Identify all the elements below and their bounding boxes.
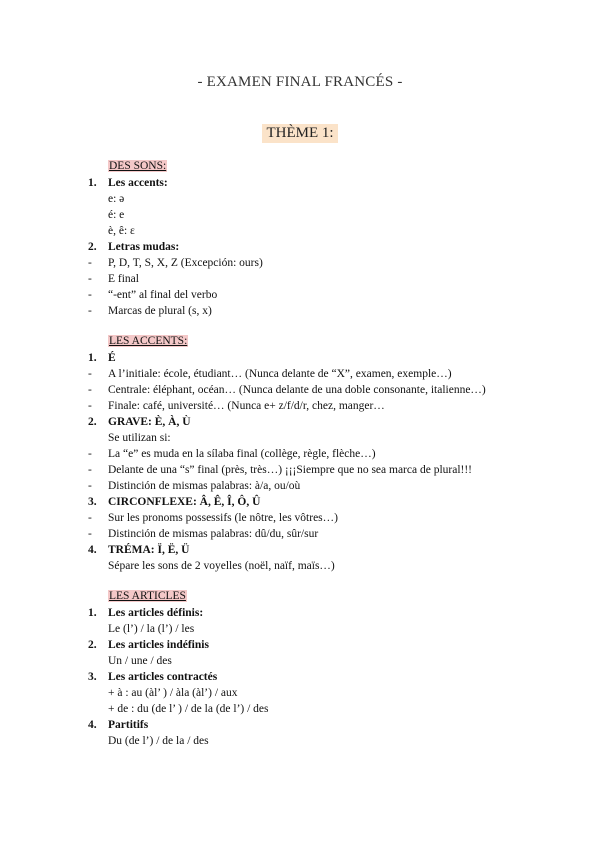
bullet-item <box>88 510 558 526</box>
bullet-item <box>88 366 558 382</box>
item-text: Distinción de mismas palabras: dû/du, sûr/sur <box>108 528 319 540</box>
list-subitem-text: Un / une / des <box>108 655 172 667</box>
list-subitem <box>88 733 558 749</box>
list-subitem <box>88 558 558 574</box>
section-heading <box>108 588 558 605</box>
section-heading-text: LES ARTICLES <box>109 590 186 602</box>
numbered-item <box>88 494 558 510</box>
item-text: CIRCONFLEXE: Â, Ê, Î, Ô, Û <box>108 496 261 508</box>
item-number: 2. <box>88 241 97 253</box>
section-heading <box>108 333 558 350</box>
item-text: E final <box>108 273 139 285</box>
list-subitem <box>88 191 558 207</box>
item-dash: - <box>88 257 92 269</box>
list-subitem <box>88 685 558 701</box>
list-subitem <box>88 223 558 239</box>
theme-heading: THÈME 1: <box>262 124 337 143</box>
item-text: “-ent” al final del verbo <box>108 289 218 301</box>
bullet-item <box>88 382 558 398</box>
list-subitem-text: Le (l’) / la (l’) / les <box>108 623 195 635</box>
item-number: 3. <box>88 671 97 683</box>
numbered-item <box>88 350 558 366</box>
bullet-item <box>88 398 558 414</box>
item-number: 2. <box>88 416 97 428</box>
item-text: Distinción de mismas palabras: à/a, ou/où <box>108 480 301 492</box>
list-subitem <box>88 701 558 717</box>
item-text: Letras mudas: <box>108 241 180 253</box>
bullet-item <box>88 462 558 478</box>
section-heading-text: DES SONS: <box>109 160 167 172</box>
page-title: - EXAMEN FINAL FRANCÉS - <box>197 74 403 90</box>
item-dash: - <box>88 273 92 285</box>
list-subitem <box>88 430 558 446</box>
bullet-item <box>88 478 558 494</box>
item-dash: - <box>88 400 92 412</box>
numbered-item <box>88 239 558 255</box>
list-subitem <box>88 207 558 223</box>
item-number: 2. <box>88 639 97 651</box>
list-subitem <box>88 621 558 637</box>
section-heading-text: LES ACCENTS: <box>109 335 188 347</box>
item-dash: - <box>88 480 92 492</box>
item-dash: - <box>88 289 92 301</box>
item-text: Marcas de plural (s, x) <box>108 305 212 317</box>
item-dash: - <box>88 305 92 317</box>
item-text: TRÉMA: Ï, Ë, Ü <box>108 544 190 556</box>
numbered-item <box>88 669 558 685</box>
item-text: Les articles indéfinis <box>108 639 209 651</box>
item-text: P, D, T, S, X, Z (Excepción: ours) <box>108 257 263 269</box>
list-subitem-text: Sépare les sons de 2 voyelles (noël, naïf, maïs…) <box>108 560 335 572</box>
item-text: Partitifs <box>108 719 149 731</box>
list-subitem-text: e: ə <box>108 193 125 205</box>
item-number: 4. <box>88 719 97 731</box>
section-heading <box>108 158 558 175</box>
notes-content <box>88 158 558 749</box>
item-text: Les accents: <box>108 177 168 189</box>
item-number: 1. <box>88 177 97 189</box>
list-subitem <box>88 653 558 669</box>
item-text: Centrale: éléphant, océan… (Nunca delante de una doble consonante, italienne…) <box>108 384 486 396</box>
numbered-item <box>88 414 558 430</box>
list-subitem-text: è, ê: ɛ <box>108 225 135 237</box>
item-text: Finale: café, université… (Nunca e+ z/f/d/r, chez, manger… <box>108 400 385 412</box>
bullet-item <box>88 271 558 287</box>
list-subitem-text: é: e <box>108 209 125 221</box>
theme-heading-wrap <box>0 124 600 143</box>
item-dash: - <box>88 512 92 524</box>
item-text: La “e” es muda en la sílaba final (collège, règle, flèche…) <box>108 448 376 460</box>
list-subitem-text: Du (de l’) / de la / des <box>108 735 209 747</box>
item-dash: - <box>88 368 92 380</box>
bullet-item <box>88 526 558 542</box>
numbered-item <box>88 175 558 191</box>
list-subitem-text: + de : du (de l’ ) / de la (de l’) / des <box>108 703 269 715</box>
section-spacer <box>88 319 558 333</box>
item-number: 3. <box>88 496 97 508</box>
numbered-item <box>88 717 558 733</box>
item-text: É <box>108 352 116 364</box>
bullet-item <box>88 255 558 271</box>
item-dash: - <box>88 464 92 476</box>
item-number: 1. <box>88 352 97 364</box>
item-dash: - <box>88 384 92 396</box>
item-text: Les articles contractés <box>108 671 218 683</box>
numbered-item <box>88 542 558 558</box>
bullet-item <box>88 303 558 319</box>
numbered-item <box>88 605 558 621</box>
item-text: A l’initiale: école, étudiant… (Nunca delante de “X”, examen, exemple…) <box>108 368 452 380</box>
item-text: Les articles définis: <box>108 607 204 619</box>
item-number: 4. <box>88 544 97 556</box>
item-text: Delante de una “s” final (près, très…) ¡¡¡Siempre que no sea marca de plural!!! <box>108 464 473 476</box>
item-text: GRAVE: È, À, Ù <box>108 416 191 428</box>
list-subitem-text: Se utilizan si: <box>108 432 171 444</box>
bullet-item <box>88 446 558 462</box>
list-subitem-text: + à : au (àl’ ) / àla (àl’) / aux <box>108 687 238 699</box>
item-text: Sur les pronoms possessifs (le nôtre, les vôtres…) <box>108 512 338 524</box>
section-spacer <box>88 574 558 588</box>
numbered-item <box>88 637 558 653</box>
item-dash: - <box>88 448 92 460</box>
bullet-item <box>88 287 558 303</box>
item-dash: - <box>88 528 92 540</box>
item-number: 1. <box>88 607 97 619</box>
